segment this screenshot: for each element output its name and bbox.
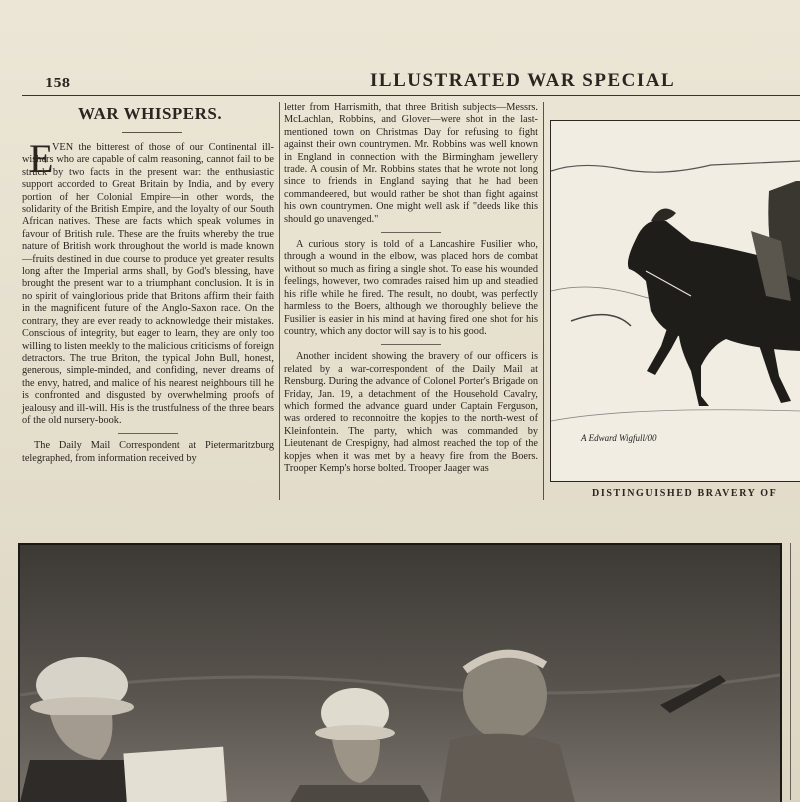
soldiers-scene-illustration: [20, 545, 780, 802]
adjacent-column-edge: [790, 543, 800, 800]
paragraph-separator: [118, 433, 178, 434]
title-rule: [122, 132, 182, 133]
paragraph: letter from Harrismith, that three British subjects—Messrs. McLachlan, Robbins, and Glover—were shot in the last-mentioned town on Christmas Day for refusing to fight against their own countrymen. Mr. Robbins was well known in England in connection with the Birmingham jewellery trade. A cousin of Mr. Robbins states that he wrote not long since to friends in England saying that he had been commandeered, but would rather be shot than fight against his own countrymen. One might well ask if "deeds like this should go unavenged.": [284, 102, 538, 225]
artist-signature: A Edward Wigfull/00: [581, 433, 657, 443]
cavalry-illustration: [550, 120, 800, 482]
header-rule: [22, 95, 800, 96]
paragraph-separator: [381, 232, 441, 233]
paragraph: Another incident showing the bravery of our officers is related by a war-correspondent of the Daily Mail at Rensburg. During the advance of Colonel Porter's Brigade on Friday, Jan. 19, a detachment of the Household Cavalry, which formed the advance guard under Captain Ferguson, was ordered to reconnoitre the kopjes to the north-west of Kleinfontein. The party, which was commanded by Lieutenant de Crespigny, had almost reached the top of the kopjes when it was met by a heavy fire from the Boers. Trooper Kemp's horse bolted. Trooper Jaager was: [284, 351, 538, 474]
column-rule: [543, 102, 544, 500]
drop-cap: E: [29, 136, 54, 181]
soldiers-illustration: [18, 543, 782, 802]
paragraph: VEN the bitterest of those of our Continental ill-wishers who are capable of calm reasoning, cannot fail to be struck by two facts in the present war: the enthusiastic support accorded to Great Britain by India, and by every portion of her Colonial Empire—in other words, the solidarity of the British Empire, and the loyalty of our South African natives. These are facts which speak volumes in favour of British rule. These are the fruits whereby the true nature of British work throughout the world is made known—fruits destined in due course to produce yet greater results long after the Imperial arms shall, by God's blessing, have brought the present war to a triumphant conclusion. It is in no spirit of vainglorious pride that Britons affirm their faith in the magnificent future of the Anglo-Saxon race. On the contrary, they are ever ready to acknowledge their mistakes. Conscious of integrity, but eager to learn, they are only too willing to listen meekly to the malicious criticisms of foreign detractors. The true Briton, the typical John Bull, honest, generous, simple-minded, and confiding, never dreams of the envy, hatred, and malice of his nearest neighbours till he is confronted and disgusted by overwhelming proofs of jealousy and ill-will. His is the trustfulness of the three bears of the old nursery-book.: [22, 142, 274, 426]
paragraph-separator: [381, 344, 441, 345]
column-rule: [279, 102, 280, 500]
running-header: [0, 70, 800, 96]
cavalry-horse-illustration: [551, 121, 800, 481]
article-column-2: [284, 102, 538, 475]
paragraph: A curious story is told of a Lancashire Fusilier who, through a wound in the elbow, was placed hors de combat without so much as firing a single shot. To ease his wounded feelings, however, two comrades raised him up and steadied his rifle while he fired. The result, no doubt, was perfectly harmless to the Boers, although we thoroughly believe the Fusilier is easier in his mind at having fired one shot for his country, which any doctor will say is to his good.: [284, 239, 538, 337]
page-number: 158: [45, 76, 71, 90]
article-title: WAR WHISPERS.: [78, 104, 223, 123]
paragraph: The Daily Mail Correspondent at Pietermaritzburg telegraphed, from information received by: [22, 440, 274, 464]
article-column-1: [22, 142, 274, 465]
illustration-caption: DISTINGUISHED BRAVERY OF: [592, 488, 778, 499]
publication-title: ILLUSTRATED WAR SPECIAL: [370, 70, 676, 91]
